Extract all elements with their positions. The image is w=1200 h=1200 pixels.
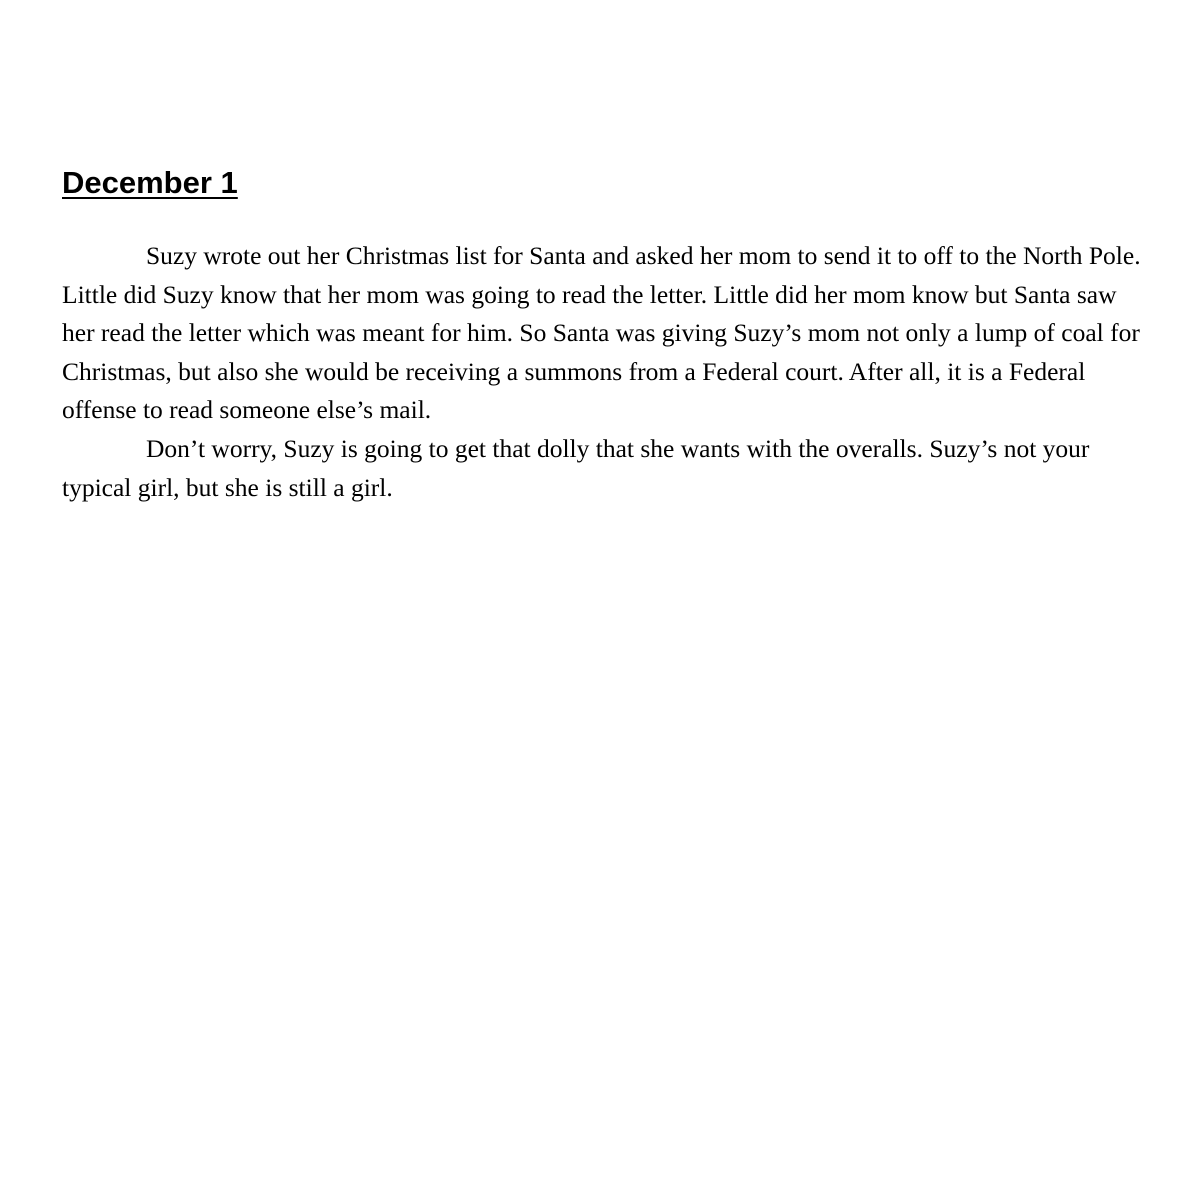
document-body <box>62 237 1152 507</box>
paragraph: Suzy wrote out her Christmas list for Santa and asked her mom to send it to off to the North Pole. Little did Suzy know that her mom was going to read the letter. Little did her mom know but Santa saw her read the letter which was meant for him. So Santa was giving Suzy’s mom not only a lump of coal for Christmas, but also she would be receiving a summons from a Federal court. After all, it is a Federal offense to read someone else’s mail. <box>62 241 1141 425</box>
paragraph: Don’t worry, Suzy is going to get that dolly that she wants with the overalls. Suzy’s not your typical girl, but she is still a girl. <box>62 433 1090 502</box>
page-heading: December 1 <box>62 165 238 200</box>
